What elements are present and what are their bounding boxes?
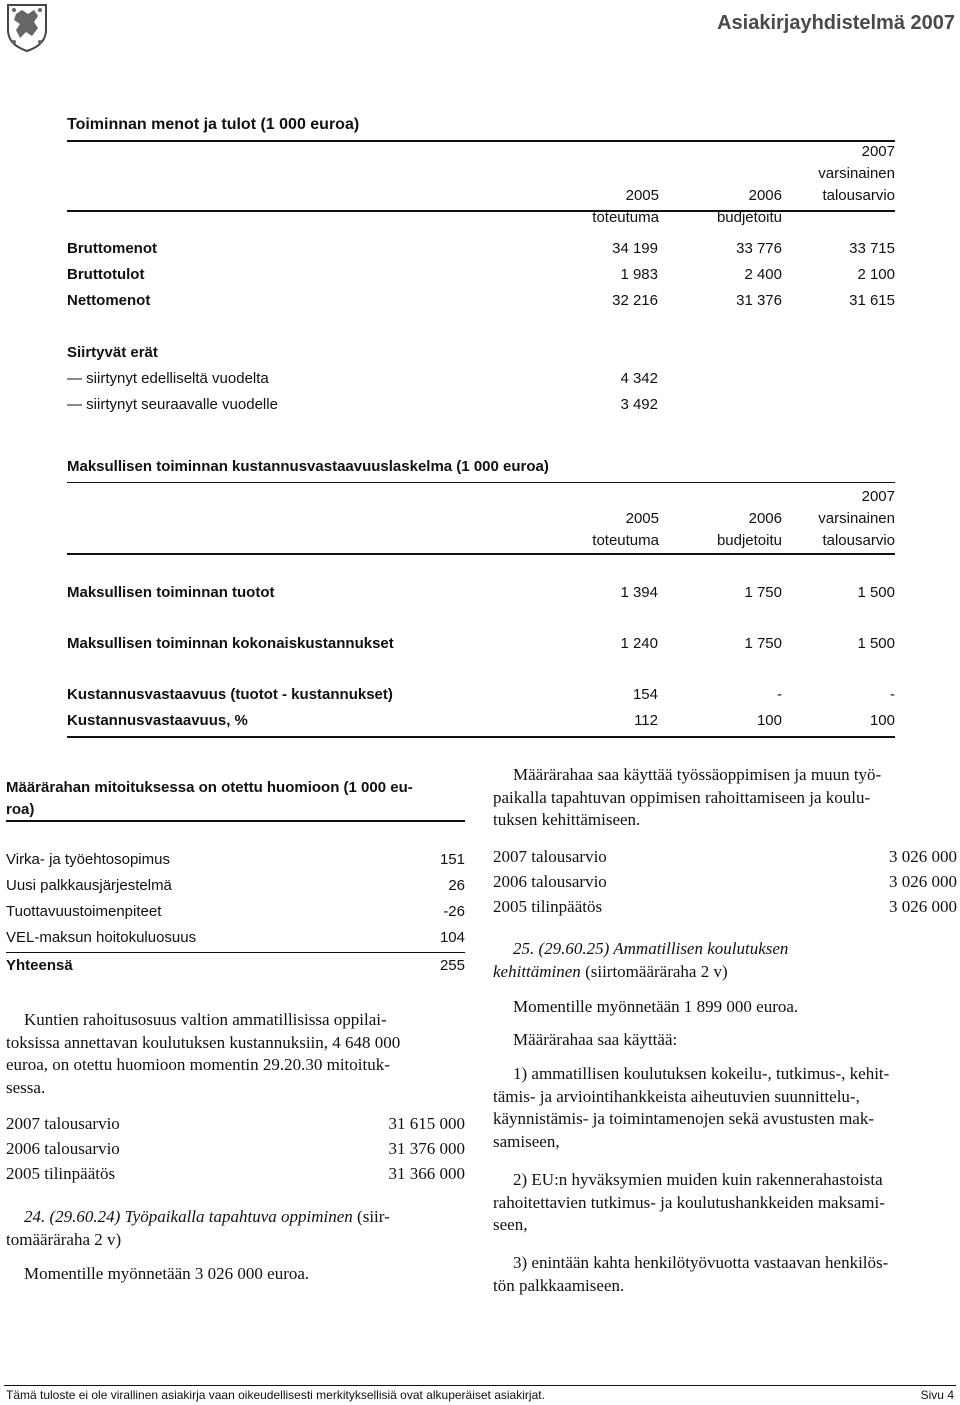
table2-row: Kustannusvastaavuus (tuotot - kustannukset) 154 - - [67,686,895,703]
table1-head-2007: 2007 varsinainen talousarvio [818,143,895,204]
mitoitus-row: Uusi palkkausjärjestelmä 26 [6,877,465,894]
table1-row: Bruttomenot 34 199 33 776 33 715 [67,240,895,257]
table1-row: Bruttotulot 1 983 2 400 2 100 [67,266,895,283]
right-budget-row: 2007 talousarvio 3 026 000 [493,847,957,866]
table1-head-2005: 2005 toteutuma [592,187,659,226]
table2-head-rule [67,553,895,555]
table2-head-2007: 2007 varsinainen talousarvio [818,488,895,549]
coat-of-arms-logo [4,2,50,52]
moment25-granted: Momentille myönnetään 1 899 000 euroa. [513,997,799,1016]
right-intro-paragraph: Määrärahaa saa käyttää työssäoppimisen ja muun työ- paikalla tapahtuvan oppimisen rahoittamiseen ja koulu- tuksen kehittämiseen. [493,765,882,829]
moment25-heading: 25. (29.60.25) Ammatillisen koulutuksen kehittäminen (siirtomääräraha 2 v) [493,939,789,981]
left-budget-row: 2007 talousarvio 31 615 000 [6,1114,465,1133]
table2-head-2006: 2006 budjetoitu [716,510,782,549]
siirtyvat-title-row: Siirtyvät erät [67,344,158,361]
document-title: Asiakirjayhdistelmä 2007 [717,12,955,34]
mitoitus-total-row: Yhteensä 255 [6,957,465,974]
right-budget-row: 2006 talousarvio 3 026 000 [493,872,957,891]
left-budget-row: 2006 talousarvio 31 376 000 [6,1139,465,1158]
right-budget-row: 2005 tilinpäätös 3 026 000 [493,897,957,916]
siirtyvat-row: — siirtynyt seuraavalle vuodelle 3 492 [67,396,658,413]
table1-top-rule [67,140,895,142]
table2-row: Kustannusvastaavuus, % 112 100 100 [67,712,895,729]
table2-row: Maksullisen toiminnan kokonaiskustannukset 1 240 1 750 1 500 [67,635,895,652]
mitoitus-title: Määrärahan mitoituksessa on otettu huomioon (1 000 eu- roa) [6,779,413,818]
siirtyvat-row: — siirtynyt edelliseltä vuodelta 4 342 [67,370,658,387]
table2-top-rule [67,482,895,483]
usage-intro: Määrärahaa saa käyttää: [513,1030,678,1049]
mitoitus-row: VEL-maksun hoitokuluosuus 104 [6,929,465,946]
table2-bottom-rule [67,736,895,738]
footer-rule [4,1385,956,1386]
mitoitus-rule [6,820,465,822]
moment24-heading: 24. (29.60.24) Työpaikalla tapahtuva oppiminen (siir- tomääräraha 2 v) [6,1207,390,1249]
table1-row: Nettomenot 32 216 31 376 31 615 [67,292,895,309]
footer-disclaimer: Tämä tuloste ei ole virallinen asiakirja vaan oikeudellisesti merkityksellisiä ovat alkuperäiset asiakirjat. [6,1388,545,1402]
kuntien-paragraph: Kuntien rahoitusosuus valtion ammatillisissa oppilai- toksissa annettavan koulutuksen kustannuksiin, 4 648 000 euroa, on otettu huomioon momentin 29.20.30 mitoituk- sessa. [6,1010,401,1097]
usage-item-1: 1) ammatillisen koulutuksen kokeilu-, tutkimus-, kehit- tämis- ja arviointihankkeista aiheutuvien suunnittelu-, käynnistämis- ja toimintamenojen sekä avustusten mak- samiseen, [493,1064,890,1151]
table1-title: Toiminnan menot ja tulot (1 000 euroa) [67,116,360,133]
mitoitus-row: Virka- ja työehtosopimus 151 [6,851,465,868]
left-budget-row: 2005 tilinpäätös 31 366 000 [6,1164,465,1183]
mitoitus-total-rule [6,952,465,953]
table1-head-2006: 2006 budjetoitu [716,187,782,226]
mitoitus-row: Tuottavuustoimenpiteet -26 [6,903,465,920]
table1-head-rule [67,210,895,212]
usage-item-2: 2) EU:n hyväksymien muiden kuin rakennerahastoista rahoitettavien tutkimus- ja koulutushankkeiden maksami- seen, [493,1170,885,1234]
table2-head-2005: 2005 toteutuma [592,510,659,549]
moment24-granted: Momentille myönnetään 3 026 000 euroa. [24,1264,310,1283]
table2-row: Maksullisen toiminnan tuotot 1 394 1 750 1 500 [67,584,895,601]
table2-title: Maksullisen toiminnan kustannusvastaavuuslaskelma (1 000 euroa) [67,458,549,475]
usage-item-3: 3) enintään kahta henkilötyövuotta vastaavan henkilös- tön palkkaamiseen. [493,1253,889,1295]
page-number: Sivu 4 [920,1388,954,1402]
